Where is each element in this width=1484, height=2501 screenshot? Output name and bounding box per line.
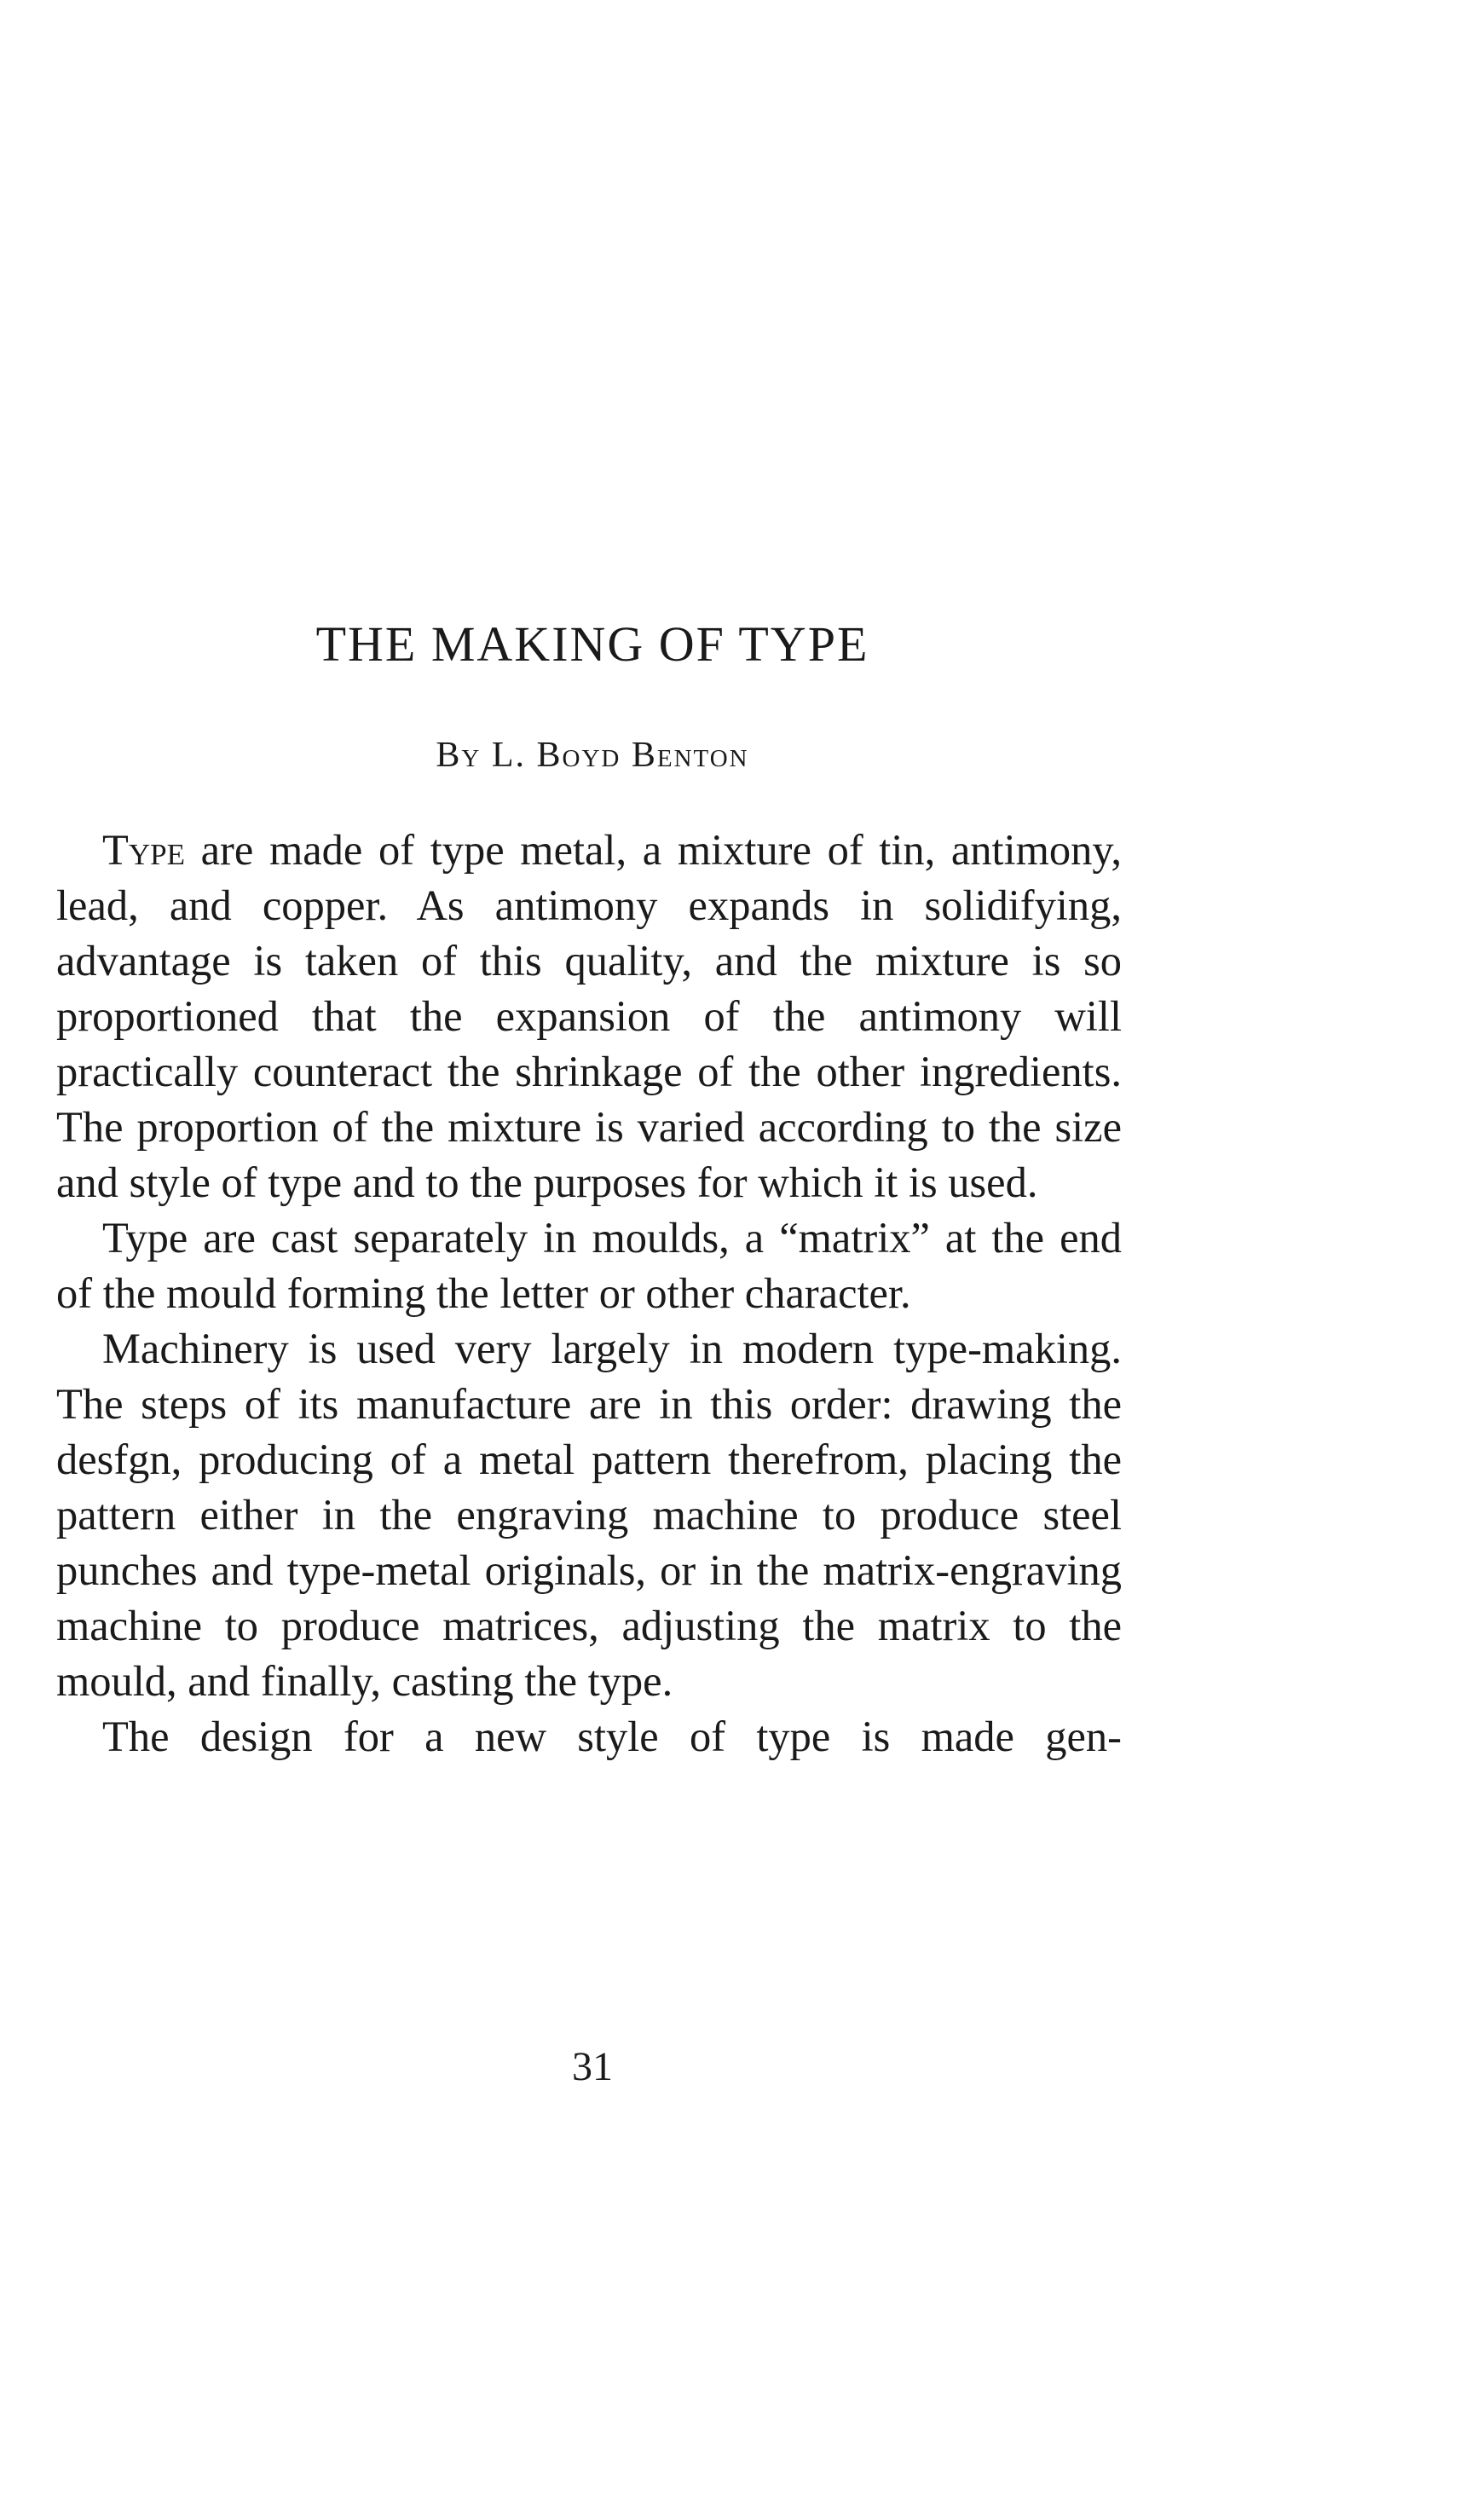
author-byline: By L. Boyd Benton [436,736,749,775]
paragraph-text: are made of type metal, a mixture of tin, antimony, lead, and copper. As antimony expands in solidifying, advantage is taken of this quality, and the mixture is so proportioned that the expansion of the antimony will practically counteract the shrinkage of the other ingredients. The proportion of the mixture is varied according to the size and style of type and to the purposes for which it is used. [56,826,1122,1206]
paragraph [56,1210,1122,1321]
body-text [56,823,1122,1765]
page-number: 31 [572,2044,613,2089]
paragraph [56,1709,1122,1765]
paragraph [56,823,1122,1210]
paragraph-lead-word: Type [102,826,185,874]
paragraph-text: The design for a new style of type is made gen- [102,1713,1122,1760]
paragraph-text: Machinery is used very largely in modern type-making. The steps of its manufacture are in this order: drawing the desfgn, producing of a metal pattern therefrom, placing the pattern either in the engraving machine to produce steel punches and type-metal originals, or in the matrix-engraving machine to produce matrices, adjusting the matrix to the mould, and finally, casting the type. [56,1325,1122,1705]
chapter-title: THE MAKING OF TYPE [315,616,869,672]
paragraph-text: Type are cast separately in moulds, a “matrix” at the end of the mould forming the letter or other character. [56,1214,1122,1317]
paragraph [56,1321,1122,1709]
